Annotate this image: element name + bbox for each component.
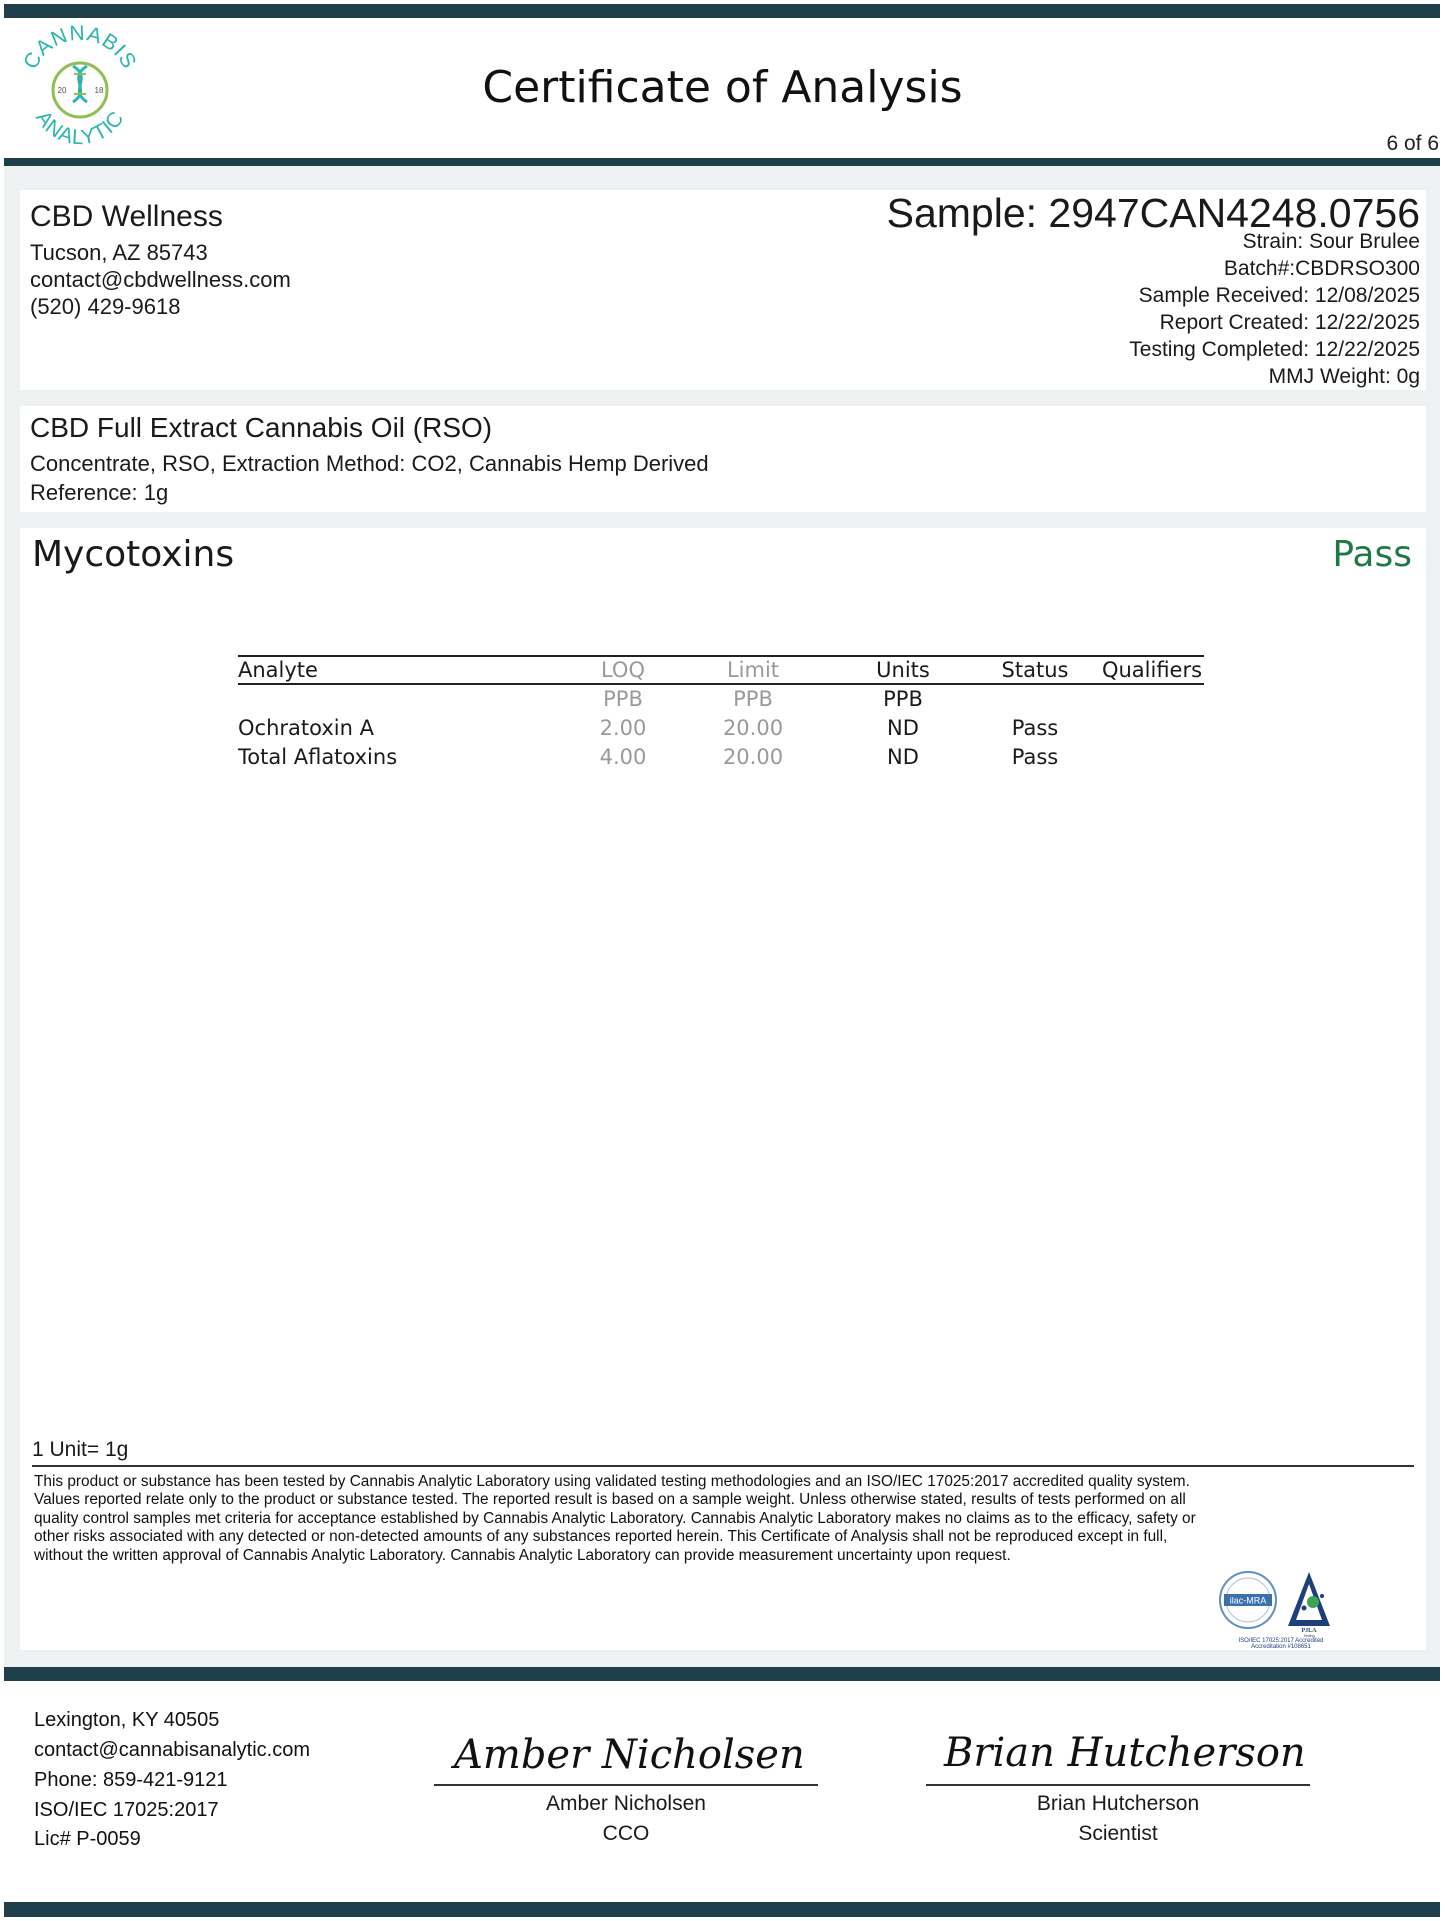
- unit-note: 1 Unit= 1g: [32, 1438, 129, 1461]
- client-email: contact@cbdwellness.com: [30, 267, 291, 292]
- col-header-limit: Limit: [726, 658, 780, 682]
- signature-rule: [434, 1784, 818, 1786]
- header-divider-bar: [4, 158, 1440, 166]
- pjla-label: PJLA: [1301, 1628, 1317, 1634]
- svg-text:ANALYTIC: [31, 107, 129, 150]
- disclaimer-line: without the written approval of Cannabis Analytic Laboratory. Cannabis Analytic Laboratory can provide measurement uncertainty upon request.: [34, 1546, 1011, 1564]
- mmj-weight: MMJ Weight: 0g: [1268, 365, 1420, 388]
- units-cell: ND: [887, 716, 919, 740]
- signer-name: Amber Nicholsen: [546, 1792, 706, 1815]
- accreditation-line-2: Accreditation #108651: [1251, 1644, 1311, 1648]
- lab-email: contact@cannabisanalytic.com: [34, 1739, 310, 1761]
- units-row-loq: PPB: [603, 687, 643, 711]
- results-panel: [20, 528, 1426, 1650]
- units-row-units: PPB: [883, 687, 923, 711]
- signer-title: Scientist: [1078, 1822, 1158, 1845]
- product-reference: Reference: 1g: [30, 480, 169, 505]
- logo-text-top: CANNABIS: [19, 22, 141, 74]
- limit-cell: 20.00: [722, 745, 784, 769]
- status-cell: Pass: [1011, 745, 1059, 769]
- product-name: CBD Full Extract Cannabis Oil (RSO): [30, 412, 493, 443]
- page-number: 6 of 6: [1386, 132, 1439, 155]
- signature-amber-nicholsen: Amber Nicholsen: [454, 1732, 805, 1778]
- analyte-cell: Total Aflatoxins: [238, 745, 398, 769]
- logo-text-bottom: ANALYTIC: [31, 106, 129, 150]
- accreditation-badges: [1216, 1568, 1346, 1648]
- client-name: CBD Wellness: [30, 200, 223, 233]
- product-panel: [20, 406, 1426, 512]
- bottom-border-bar: [4, 1902, 1440, 1917]
- status-cell: Pass: [1011, 716, 1059, 740]
- section-title: Mycotoxins: [32, 534, 235, 575]
- signer-title: CCO: [602, 1822, 650, 1845]
- report-created: Report Created: 12/22/2025: [1159, 311, 1420, 334]
- disclaimer-line: Values reported relate only to the product or substance tested. The reported result is based on a sample weight. Unless otherwise stated, results of tests performed on all: [34, 1491, 1186, 1509]
- signature-rule: [926, 1784, 1310, 1786]
- logo-year-right: 18: [94, 86, 104, 95]
- signature-brian-hutcherson: Brian Hutcherson: [944, 1730, 1306, 1776]
- disclaimer-line: This product or substance has been tested by Cannabis Analytic Laboratory using validated testing methodologies and an ISO/IEC 17025:2017 accredited quality system.: [34, 1473, 1190, 1490]
- document-title: Certificate of Analysis: [482, 62, 963, 113]
- sample-received: Sample Received: 12/08/2025: [1138, 284, 1420, 307]
- col-header-units: Units: [876, 658, 930, 682]
- disclaimer-line: quality control samples met criteria for acceptance established by Cannabis Analytic Laboratory. Cannabis Analytic Laboratory makes no claims as to the efficacy, safety or: [34, 1509, 1196, 1527]
- top-border-bar: [4, 4, 1440, 18]
- units-cell: ND: [887, 745, 919, 769]
- pjla-sub-label: Testing: [1303, 1634, 1315, 1638]
- units-row-limit: PPB: [733, 687, 773, 711]
- testing-completed: Testing Completed: 12/22/2025: [1129, 338, 1420, 361]
- lab-license: Lic# P-0059: [34, 1828, 141, 1850]
- disclaimer-line: other risks associated with any detected or non-detected amounts of any substances reported herein. This Certificate of Analysis shall not be reproduced except in full,: [34, 1528, 1168, 1546]
- limit-cell: 20.00: [722, 716, 784, 740]
- table-header-rule: [238, 683, 1204, 685]
- lab-city: Lexington, KY 40505: [34, 1709, 220, 1731]
- signer-name: Brian Hutcherson: [1036, 1792, 1200, 1815]
- col-header-qualifiers: Qualifiers: [1101, 658, 1203, 682]
- section-status-badge: Pass: [1332, 534, 1412, 575]
- sample-batch: Batch#:CBDRSO300: [1223, 257, 1420, 280]
- client-phone: (520) 429-9618: [30, 294, 181, 319]
- col-header-status: Status: [1001, 658, 1069, 682]
- disclaimer-text: [34, 1473, 1404, 1565]
- logo-year-left: 20: [57, 86, 67, 95]
- analyte-cell: Ochratoxin A: [238, 716, 374, 740]
- loq-cell: 2.00: [599, 716, 647, 740]
- lab-iso: ISO/IEC 17025:2017: [34, 1799, 219, 1821]
- ilac-mra-label: ilac-MRA: [1229, 1595, 1267, 1606]
- client-city: Tucson, AZ 85743: [30, 240, 208, 265]
- loq-cell: 4.00: [599, 745, 647, 769]
- product-description: Concentrate, RSO, Extraction Method: CO2, Cannabis Hemp Derived: [30, 451, 709, 476]
- accreditation-line-1: ISO/IEC 17025:2017 Accredited: [1238, 1638, 1324, 1644]
- sample-strain: Strain: Sour Brulee: [1242, 230, 1420, 253]
- table-top-rule: [238, 655, 1204, 657]
- footer-divider-bar: [4, 1667, 1440, 1681]
- lab-phone: Phone: 859-421-9121: [34, 1769, 228, 1791]
- col-header-analyte: Analyte: [238, 658, 318, 682]
- client-sample-panel: [20, 190, 1426, 390]
- sample-id: Sample: 2947CAN4248.0756: [886, 190, 1420, 236]
- col-header-loq: LOQ: [600, 658, 645, 682]
- notes-divider: [32, 1465, 1414, 1467]
